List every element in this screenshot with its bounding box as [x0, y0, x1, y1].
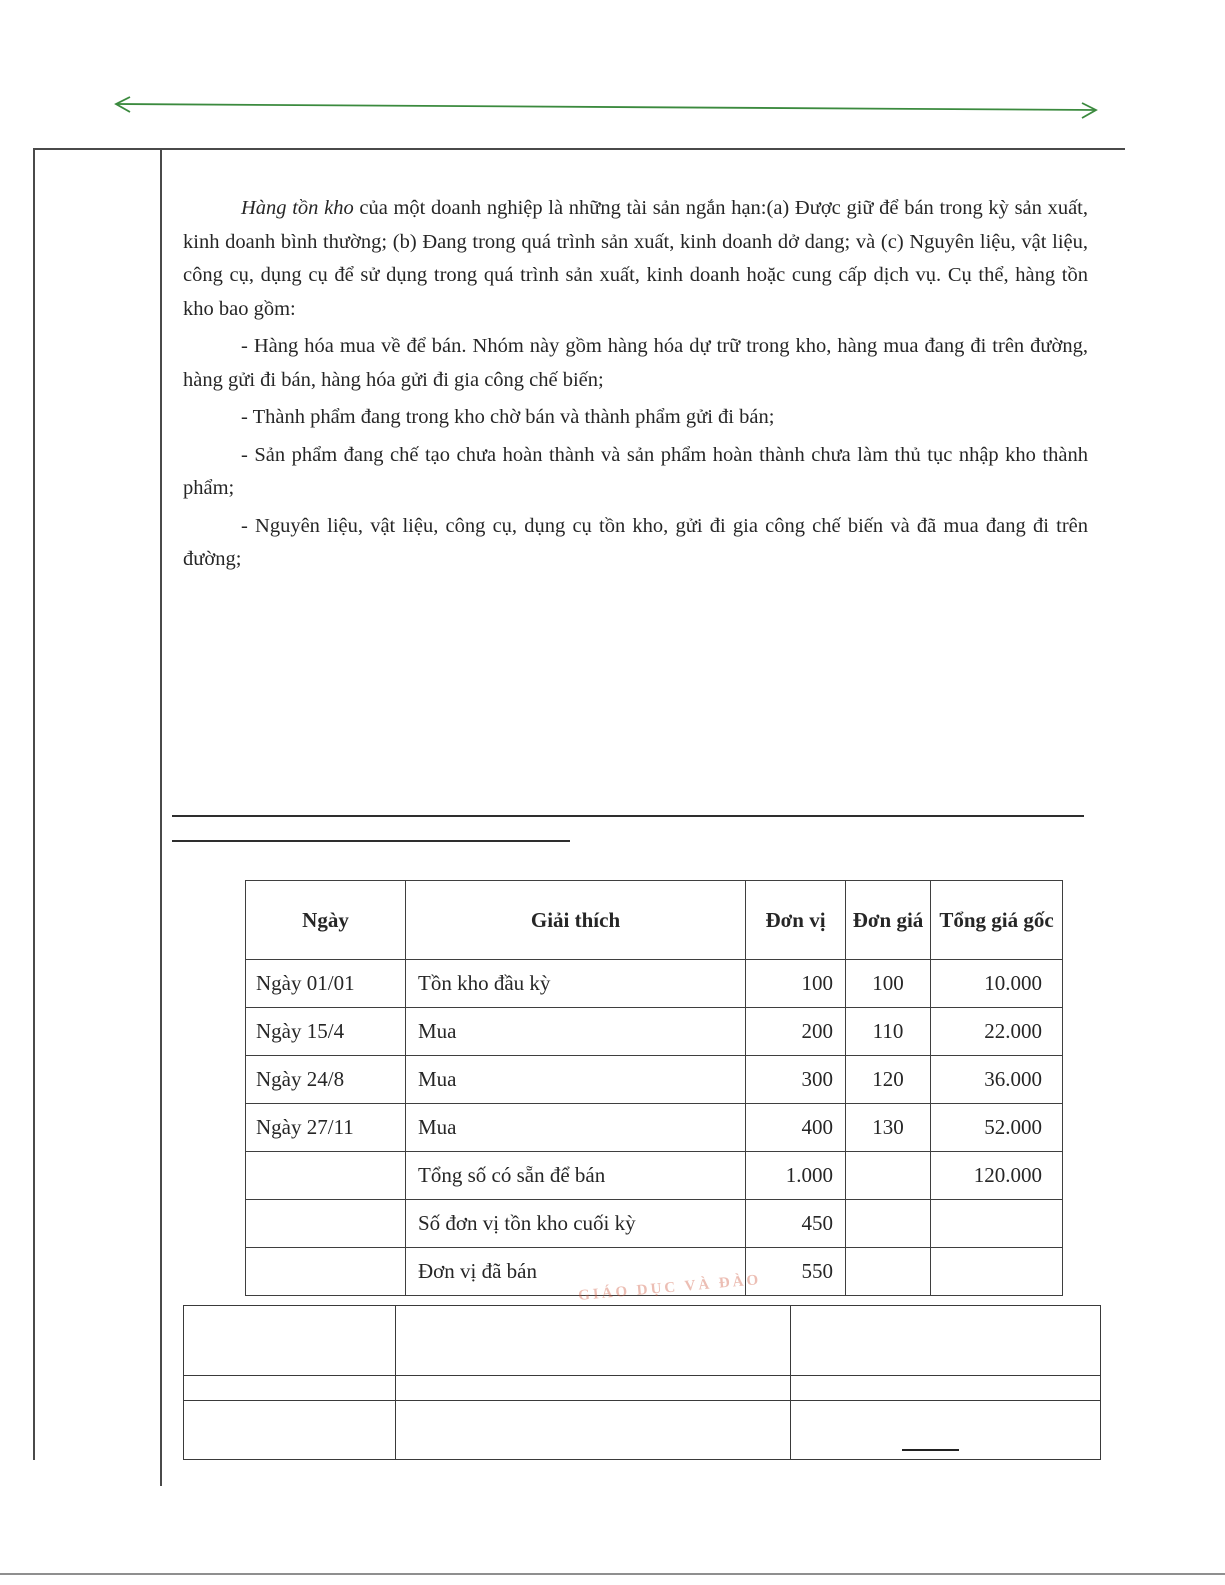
cell-date: Ngày 27/11 — [246, 1104, 406, 1152]
empty-cell — [791, 1306, 1101, 1376]
paragraph-bullet-1: - Hàng hóa mua về để bán. Nhóm này gồm hàng hóa dự trữ trong kho, hàng mua đang đi trên đường, hàng gửi đi bán, hàng hóa gửi đi gia công chế biến; — [183, 335, 1088, 391]
paragraph-bullet-4: - Nguyên liệu, vật liệu, công cụ, dụng cụ tồn kho, gửi đi gia công chế biến và đã mua đang đi trên đường; — [183, 514, 1088, 570]
paragraph-bullet-2: - Thành phẩm đang trong kho chờ bán và thành phẩm gửi đi bán; — [241, 406, 775, 428]
header-giai-thich: Giải thích — [406, 881, 746, 960]
cell-desc: Mua — [406, 1104, 746, 1152]
frame-left-border — [33, 148, 35, 1460]
empty-cell — [396, 1376, 791, 1401]
empty-cell — [791, 1376, 1101, 1401]
cell-price: 100 — [846, 960, 931, 1008]
cell-price — [846, 1152, 931, 1200]
body-text — [183, 192, 1088, 581]
empty-table-row — [184, 1376, 1101, 1401]
inventory-table — [245, 880, 1063, 1296]
paragraph-intro — [183, 192, 1088, 326]
cell-units: 1.000 — [746, 1152, 846, 1200]
cell-date — [246, 1152, 406, 1200]
paragraph-bullet-3: - Sản phẩm đang chế tạo chưa hoàn thành và sản phẩm hoàn thành chưa làm thủ tục nhập kho thành phẩm; — [183, 443, 1088, 499]
table-row — [246, 1008, 1063, 1056]
cell-units: 100 — [746, 960, 846, 1008]
empty-cell — [184, 1376, 396, 1401]
term-italic: Hàng tồn kho — [241, 197, 354, 219]
cell-total: 36.000 — [931, 1056, 1063, 1104]
empty-table — [183, 1305, 1101, 1460]
table-row — [246, 1200, 1063, 1248]
cell-total: 10.000 — [931, 960, 1063, 1008]
paragraph-intro-text: của một doanh nghiệp là những tài sản ngắn hạn:(a) Được giữ để bán trong kỳ sản xuất, kinh doanh bình thường; (b) Đang trong quá trình sản xuất, kinh doanh dở dang; và (c) Nguyên liệu, vật liệu, công cụ, dụng cụ để sử dụng trong quá trình sản xuất, kinh doanh hoặc cung cấp dịch vụ. Cụ thể, hàng tồn kho bao gồm: — [183, 197, 1088, 320]
table-row — [246, 1104, 1063, 1152]
table-row — [246, 1248, 1063, 1296]
empty-cell — [184, 1306, 396, 1376]
width-arrow — [100, 92, 1112, 124]
cell-desc: Mua — [406, 1008, 746, 1056]
header-don-vi: Đơn vị — [746, 881, 846, 960]
empty-cell — [791, 1401, 1101, 1460]
empty-cell — [396, 1401, 791, 1460]
fill-in-blank-line — [902, 1409, 959, 1451]
separator-line-short — [172, 840, 570, 842]
stamp-watermark: GIÁO DỤC VÀ ĐÀO — [577, 1272, 762, 1304]
table-header-row — [246, 881, 1063, 960]
cell-total — [931, 1200, 1063, 1248]
header-tong-gia-goc: Tổng giá gốc — [931, 881, 1063, 960]
header-ngay: Ngày — [246, 881, 406, 960]
cell-price: 120 — [846, 1056, 931, 1104]
cell-date: Ngày 15/4 — [246, 1008, 406, 1056]
cell-desc: Số đơn vị tồn kho cuối kỳ — [406, 1200, 746, 1248]
page-bottom-rule — [0, 1573, 1225, 1575]
cell-total: 120.000 — [931, 1152, 1063, 1200]
cell-units: 300 — [746, 1056, 846, 1104]
cell-total: 52.000 — [931, 1104, 1063, 1152]
cell-desc: Mua — [406, 1056, 746, 1104]
cell-price — [846, 1200, 931, 1248]
frame-top-border — [33, 148, 1125, 150]
empty-table-row — [184, 1401, 1101, 1460]
cell-price: 130 — [846, 1104, 931, 1152]
cell-date — [246, 1248, 406, 1296]
cell-desc: Tổng số có sẵn để bán — [406, 1152, 746, 1200]
empty-cell — [396, 1306, 791, 1376]
separator-line-long — [172, 815, 1084, 817]
cell-price: 110 — [846, 1008, 931, 1056]
cell-units: 550 — [746, 1248, 846, 1296]
cell-total — [931, 1248, 1063, 1296]
cell-date — [246, 1200, 406, 1248]
cell-desc: Đơn vị đã bán — [406, 1248, 746, 1296]
empty-table-row — [184, 1306, 1101, 1376]
cell-units: 450 — [746, 1200, 846, 1248]
cell-total: 22.000 — [931, 1008, 1063, 1056]
cell-units: 400 — [746, 1104, 846, 1152]
cell-date: Ngày 01/01 — [246, 960, 406, 1008]
double-arrow-icon — [100, 92, 1112, 124]
cell-desc: Tồn kho đầu kỳ — [406, 960, 746, 1008]
frame-inner-border — [160, 148, 162, 1486]
empty-cell — [184, 1401, 396, 1460]
cell-units: 200 — [746, 1008, 846, 1056]
cell-price — [846, 1248, 931, 1296]
table-row — [246, 1152, 1063, 1200]
cell-date: Ngày 24/8 — [246, 1056, 406, 1104]
table-row — [246, 1056, 1063, 1104]
table-row — [246, 960, 1063, 1008]
header-don-gia: Đơn giá — [846, 881, 931, 960]
